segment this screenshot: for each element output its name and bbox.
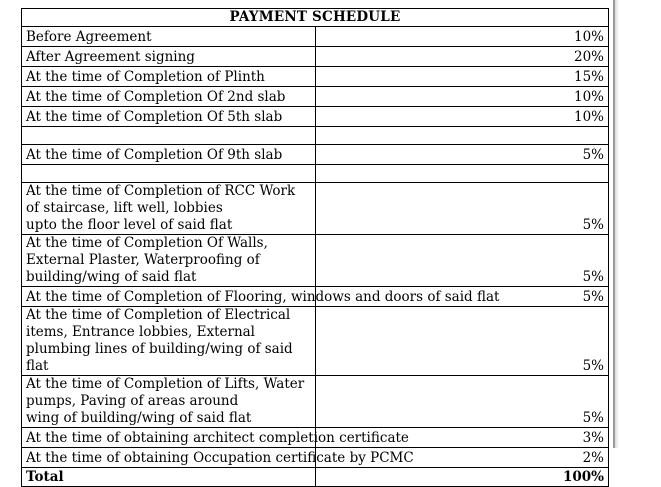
blank-cell	[22, 127, 316, 145]
row-description: At the time of Completion Of 9th slab	[22, 145, 316, 165]
row-percentage: 5%	[315, 376, 609, 428]
blank-cell	[315, 127, 609, 145]
table-row	[22, 107, 609, 127]
total-percentage: 100%	[315, 468, 609, 487]
blank-row	[22, 165, 609, 183]
row-description-line: plumbing lines of building/wing of said flat	[26, 341, 293, 374]
row-description-line: upto the floor level of said flat	[26, 217, 233, 233]
page-shadow	[615, 0, 619, 448]
row-description-line: building/wing of said flat	[26, 269, 197, 285]
row-description	[22, 183, 316, 235]
row-description: At the time of Completion of Plinth	[22, 67, 316, 87]
table-header-row	[22, 9, 609, 27]
table-row	[22, 87, 609, 107]
row-description: After Agreement signing	[22, 47, 316, 67]
row-description: At the time of obtaining Occupation certificate by PCMC	[22, 448, 316, 468]
row-percentage: 2%	[315, 448, 609, 468]
row-description	[22, 376, 316, 428]
table-row	[22, 448, 609, 468]
row-description-line: At the time of Completion of Lifts, Water pumps, Paving of areas around	[26, 376, 305, 409]
blank-cell	[22, 165, 316, 183]
table-row	[22, 287, 609, 307]
total-label: Total	[22, 468, 316, 487]
row-description-line: At the time of Completion Of Walls, External Plaster, Waterproofing of	[26, 235, 268, 268]
row-description: At the time of obtaining architect completion certificate	[22, 428, 316, 448]
row-percentage: 5%	[315, 235, 609, 287]
table-row	[22, 428, 609, 448]
row-description: Before Agreement	[22, 27, 316, 47]
total-row	[22, 468, 609, 487]
table-row	[22, 307, 609, 376]
row-percentage: 20%	[315, 47, 609, 67]
table-title: PAYMENT SCHEDULE	[22, 9, 609, 27]
table-row	[22, 183, 609, 235]
table-row	[22, 376, 609, 428]
row-percentage: 10%	[315, 107, 609, 127]
row-description	[22, 235, 316, 287]
row-percentage: 10%	[315, 27, 609, 47]
row-description-line: At the time of Completion of RCC Work of staircase, lift well, lobbies	[26, 183, 296, 216]
row-percentage: 10%	[315, 87, 609, 107]
table-row	[22, 47, 609, 67]
row-percentage: 15%	[315, 67, 609, 87]
row-description-line: wing of building/wing of said flat	[26, 410, 252, 426]
table-row	[22, 235, 609, 287]
row-percentage: 5%	[315, 183, 609, 235]
row-percentage: 5%	[315, 145, 609, 165]
row-percentage: 5%	[315, 307, 609, 376]
row-percentage: 3%	[315, 428, 609, 448]
blank-row	[22, 127, 609, 145]
row-percentage: 5%	[315, 287, 609, 307]
table-row	[22, 27, 609, 47]
row-description: At the time of Completion Of 5th slab	[22, 107, 316, 127]
payment-schedule-table	[21, 8, 609, 487]
row-description-line: At the time of Completion of Electrical items, Entrance lobbies, External	[26, 307, 291, 340]
row-description: At the time of Completion of Flooring, windows and doors of said flat	[22, 287, 316, 307]
row-description: At the time of Completion Of 2nd slab	[22, 87, 316, 107]
table-row	[22, 67, 609, 87]
row-description	[22, 307, 316, 376]
blank-cell	[315, 165, 609, 183]
table-row	[22, 145, 609, 165]
